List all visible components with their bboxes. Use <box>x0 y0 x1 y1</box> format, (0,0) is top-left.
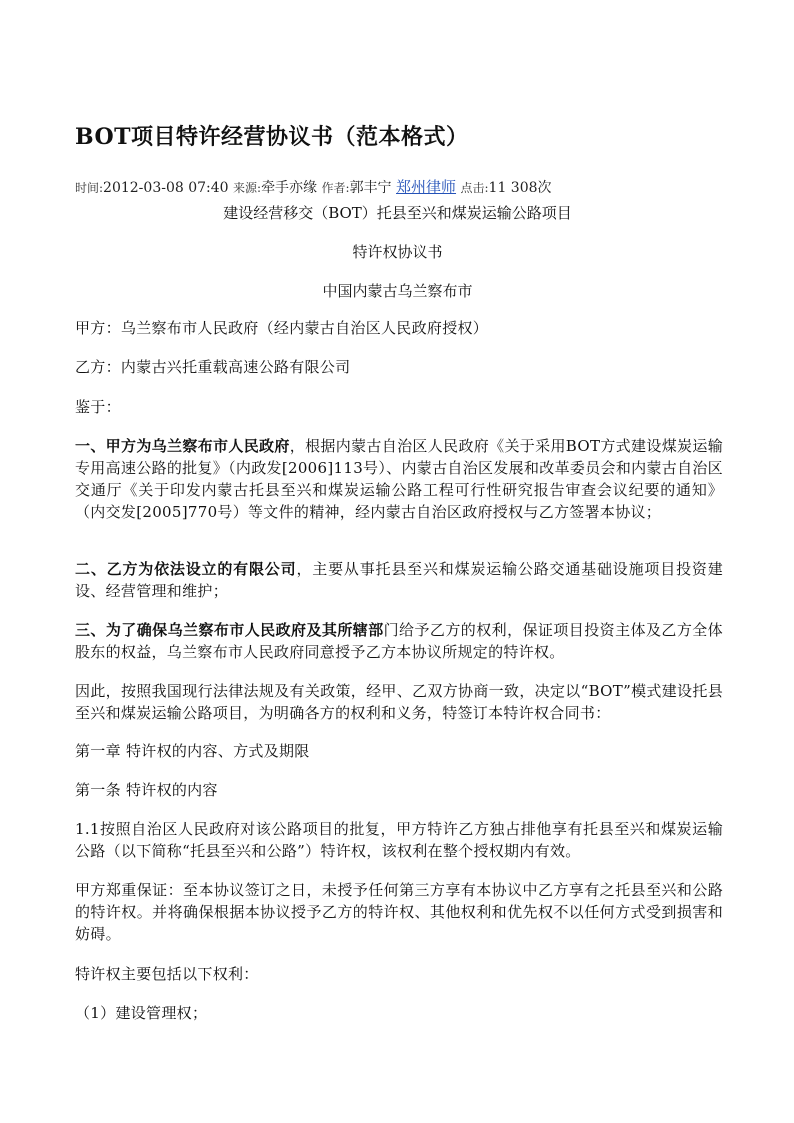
project-heading: 建设经营移交（BOT）托县至兴和煤炭运输公路项目 <box>223 204 572 222</box>
clause-3-bold: 三、为了确保乌兰察布市人民政府及其所辖部 <box>75 621 384 639</box>
right-1: （1）建设管理权； <box>75 1004 208 1022</box>
source-value: 牵手亦缘 <box>261 180 318 196</box>
author-label: 作者: <box>321 181 350 195</box>
party-b: 乙方：内蒙古兴托重载高速公路有限公司 <box>75 358 351 376</box>
agreement-heading: 特许权协议书 <box>352 243 443 261</box>
clause-1 <box>75 435 723 523</box>
clause-2-bold: 二、乙方为依法设立的有限公司 <box>75 560 297 578</box>
whereas: 鉴于： <box>75 398 121 416</box>
clause-1-bold: 一、甲方为乌兰察布市人民政府 <box>75 437 290 455</box>
clicks-value: 11 308次 <box>488 180 552 196</box>
clause-2-text: ，主要从事托县至兴和煤炭运输公路交通基础设施项目投资建设、经营管理和维护； <box>75 560 724 600</box>
guarantee-paragraph: 甲方郑重保证：至本协议签订之日，未授予任何第三方享有本协议中乙方享有之托县至兴和公路的特许权。并将确保根据本协议授予乙方的特许权、其他权利和优先权不以任何方式受到损害和妨碍。 <box>75 881 723 943</box>
therefore-paragraph: 因此，按照我国现行法律法规及有关政策，经甲、乙双方协商一致，决定以“BOT”模式建设托县至兴和煤炭运输公路项目，为明确各方的权利和义务，特签订本特许权合同书： <box>75 682 723 722</box>
article-1-heading: 第一条 特许权的内容 <box>75 781 218 799</box>
clause-3-text: 门给予乙方的权利，保证项目投资主体及乙方全体股东的权益，乌兰察布市人民政府同意授予乙方本协议所规定的特许权。 <box>75 621 723 661</box>
time-label: 时间: <box>75 181 104 195</box>
item-1-1: 1.1按照自治区人民政府对该公路项目的批复，甲方特许乙方独占排他享有托县至兴和煤炭运输公路（以下简称“托县至兴和公路”）特许权，该权利在整个授权期内有效。 <box>75 820 723 860</box>
clause-1-text: ，根据内蒙古自治区人民政府《关于采用BOT方式建设煤炭运输专用高速公路的批复》（内政发[2006]113号）、内蒙古自治区发展和改革委员会和内蒙古自治区交通厅《关于印发内蒙古托县至兴和煤炭运输公路工程可行性研究报告审查会议纪要的通知》（内交发[2005]770号）等文件的精神，经内蒙古自治区政府授权与乙方签署本协议； <box>75 437 724 521</box>
rights-intro: 特许权主要包括以下权利： <box>75 965 259 983</box>
time-value: 2012-03-08 07:40 <box>103 180 229 196</box>
location-heading: 中国内蒙古乌兰察布市 <box>322 282 473 300</box>
author-value: 郭丰宁 <box>349 180 392 196</box>
article-meta <box>75 176 552 197</box>
author-link[interactable]: 郑州律师 <box>396 178 457 196</box>
clause-2 <box>75 558 723 602</box>
clause-3 <box>75 619 723 663</box>
clicks-label: 点击: <box>460 181 489 195</box>
party-a: 甲方：乌兰察布市人民政府（经内蒙古自治区人民政府授权） <box>75 319 489 337</box>
source-label: 来源: <box>233 181 262 195</box>
document-title: BOT项目特许经营协议书（范本格式） <box>75 124 469 150</box>
chapter-1-heading: 第一章 特许权的内容、方式及期限 <box>75 742 310 760</box>
